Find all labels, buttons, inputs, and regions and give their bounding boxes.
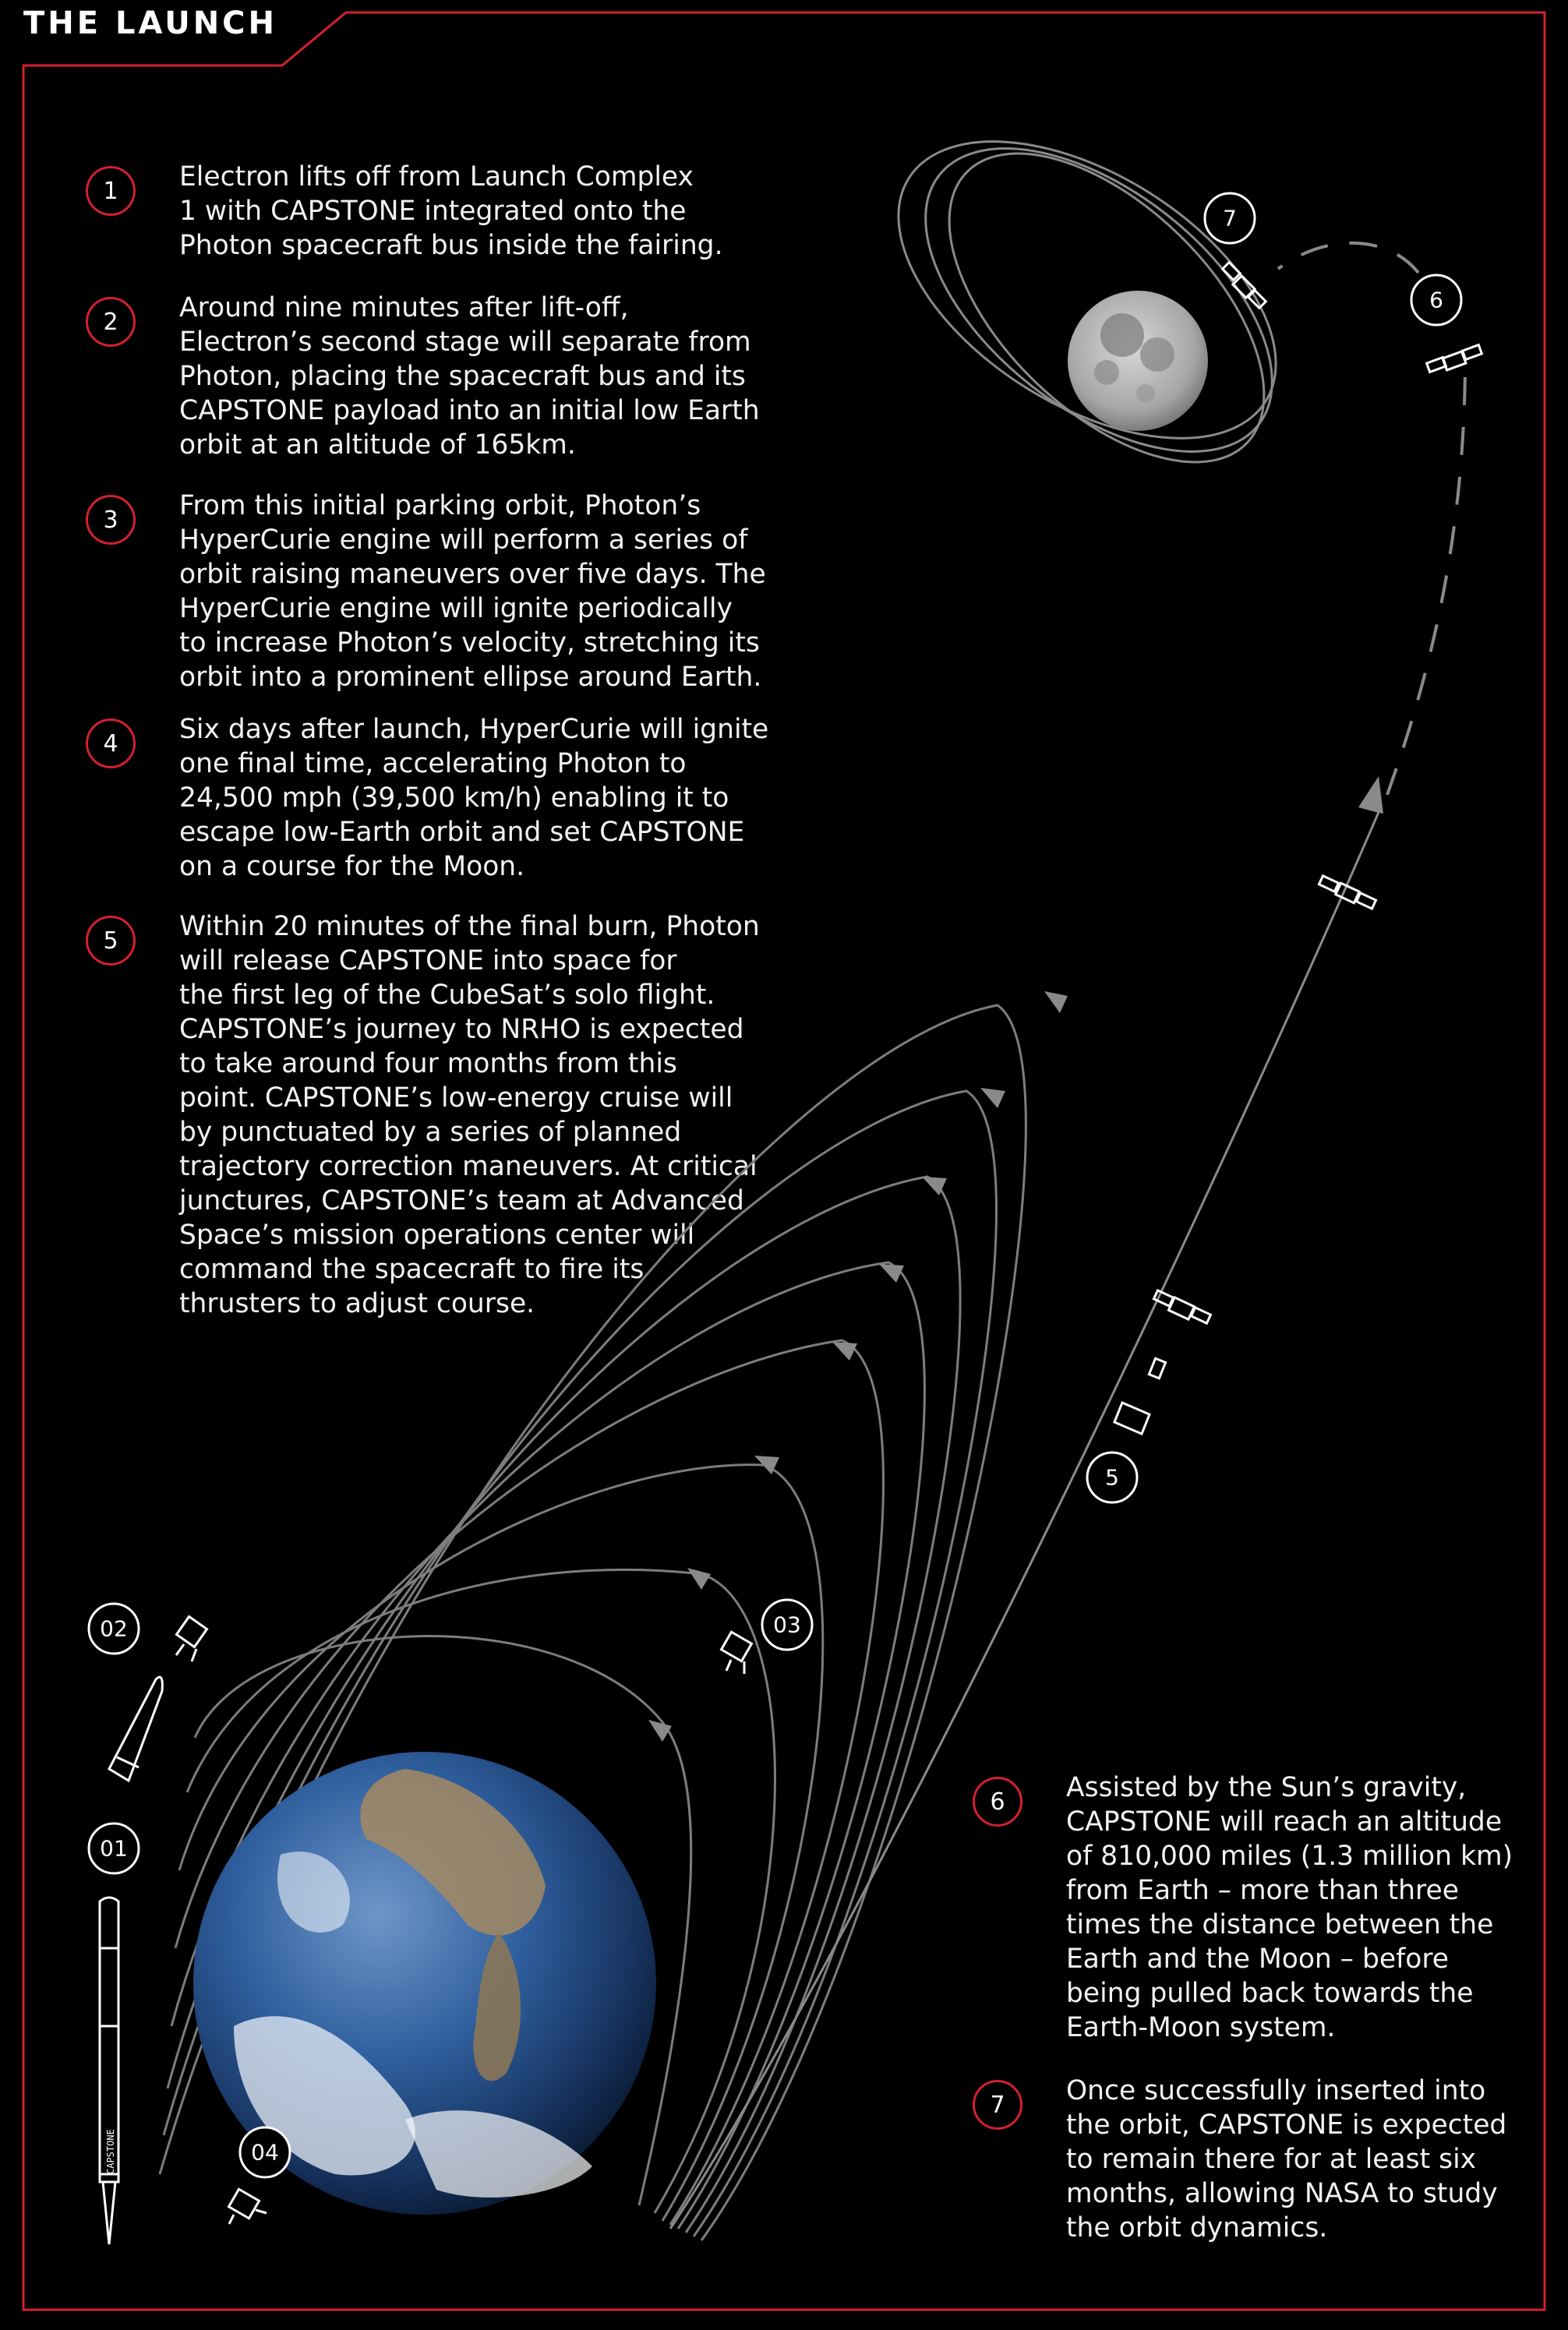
orbit-arrows [648,991,1068,1742]
arrow-icon [879,1264,904,1283]
step-number: 7 [973,2080,1022,2130]
arrow-icon [1358,776,1383,814]
rocket-label: CAPSTONE [105,2129,116,2174]
capstone-satellite-icon [1427,345,1482,372]
photon-icon [722,1632,752,1674]
label-04: 04 [251,2139,279,2166]
step-number: 4 [86,718,136,768]
sat-panel [1356,893,1376,909]
moon [1068,291,1208,431]
arrow-icon [832,1342,857,1361]
arrow-icon [687,1568,711,1590]
step-number: 2 [86,297,136,347]
photon-body [229,2189,260,2219]
photon-icon [176,1617,207,1661]
label-02: 02 [100,1615,128,1642]
capstone-satellite-icon [1153,1290,1210,1323]
sat-panel [1223,263,1241,281]
photon-icon [229,2189,267,2224]
step-text: Within 20 minutes of the final burn, Photon will release CAPSTONE into space for the first leg of the CubeSat’s solo flight. CAPSTONE’s journey to NRHO is expected to take around four months from this point. CAPSTONE’s low-energy cruise will by punctuated by a series of planned trajectory correction maneuvers. At critical junctures, CAPSTONE’s team at Advanced Space’s mission operations center will command the spacecraft to fire its thrusters to adjust course. [179,911,760,1319]
step-number: 6 [973,1777,1022,1827]
page-title: THE LAUNCH [23,5,278,41]
sat-panel [1319,876,1338,891]
label-03: 03 [773,1612,801,1638]
step-number: 3 [86,495,136,545]
nrho-orbits [848,80,1327,517]
sat-panel [1427,358,1446,372]
rocket-engine [103,2182,115,2244]
separator [1149,1358,1165,1379]
translunar-path [670,810,1379,2229]
step-text: Assisted by the Sun’s gravity, CAPSTONE will reach an altitude of 810,000 miles (1.3 million km) from Earth – more than three times the distance between the Earth and the Moon – before being pulled back towards the Earth-Moon system. [1066,1772,1513,2043]
step-text: Once successfully inserted into the orbit, CAPSTONE is expected to remain there for at least six months, allowing NASA to study the orbit dynamics. [1066,2075,1507,2244]
step-text: Six days after launch, HyperCurie will ignite one final time, accelerating Photon to 24,500 mph (39,500 km/h) enabling it to escape low-Earth orbit and set CAPSTONE on a course for the Moon. [179,714,769,882]
label-01: 01 [100,1835,128,1862]
arrow-icon [980,1088,1005,1108]
moon-mare [1100,313,1144,357]
moon-mare [1136,384,1155,403]
arrow-icon [648,1720,672,1742]
sat-panel [1191,1308,1210,1323]
label-6: 6 [1429,287,1443,313]
rocket-fairing [100,1898,118,1948]
electron-rocket-icon [100,1898,118,2244]
ballistic-dashed-path [1387,358,1465,795]
step-text: Around nine minutes after lift-off, Electron’s second stage will separate from Photon, placing the spacecraft bus and its CAPSTONE payload into an initial low Earth orbit at an altitude of 165km. [179,292,760,461]
separation-icon [1114,1358,1166,1434]
sat-panel [1463,345,1482,360]
step-text: Electron lifts off from Launch Complex 1 with CAPSTONE integrated onto the Photon spacecraft bus inside the fairing. [179,161,723,261]
moon-mare [1140,337,1174,372]
photon-body [1114,1403,1150,1434]
step-text: From this initial parking orbit, Photon’s HyperCurie engine will perform a series of orbit raising maneuvers over five days. The HyperCurie engine will ignite periodically to increase Photon’s velocity, stretching its orbit into a prominent ellipse around Earth. [179,490,766,693]
moon-mare [1094,360,1119,385]
step-number: 5 [86,916,136,966]
label-5: 5 [1105,1464,1119,1491]
label-7: 7 [1223,205,1237,231]
photon-body [177,1617,207,1647]
second-stage-icon [109,1677,162,1781]
arrow-icon [1044,991,1068,1013]
capstone-satellite-icon [1319,876,1376,909]
moon-disc [1068,291,1208,431]
step-number: 1 [86,166,136,216]
return-dashed-path [1278,243,1418,273]
photon-body [722,1632,752,1661]
